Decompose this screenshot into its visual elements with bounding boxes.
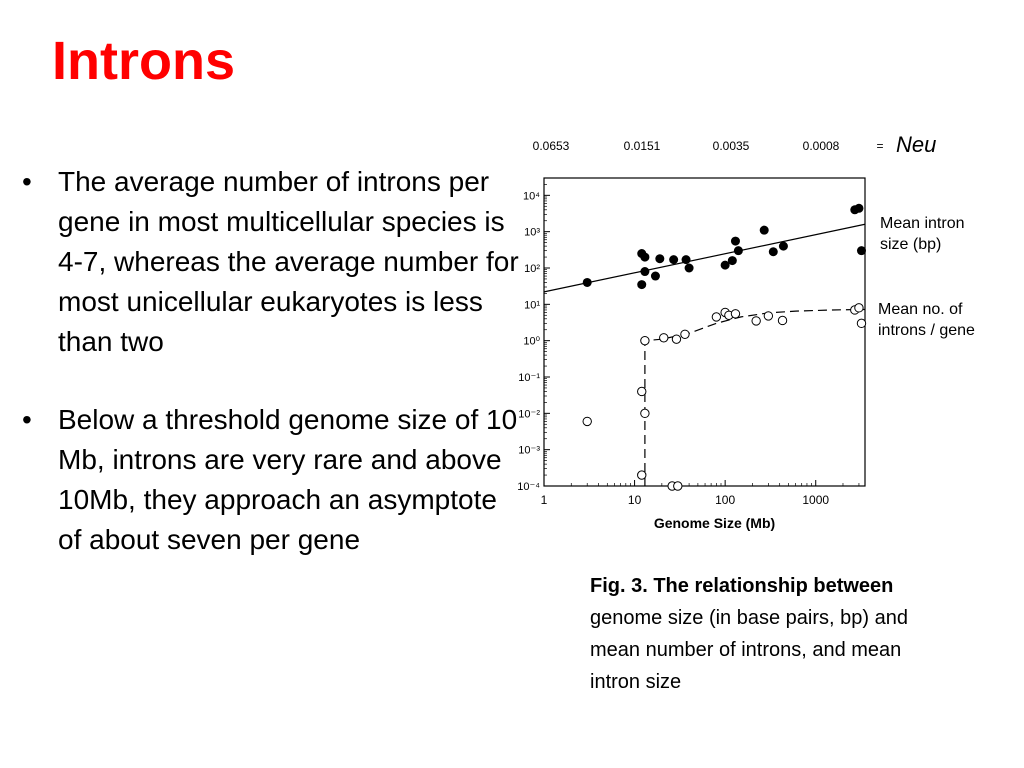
intron-count-point	[857, 319, 865, 327]
intron-size-point	[734, 246, 743, 255]
x-tick-label: 10	[627, 493, 642, 507]
top-axis-tick-label: 0.0653	[532, 139, 570, 153]
legend-label-intron-count: introns / gene	[878, 322, 975, 339]
intron-size-point	[854, 204, 863, 213]
intron-size-point	[857, 246, 866, 255]
intron-count-point	[731, 310, 739, 318]
slide-title: Introns	[52, 31, 235, 91]
top-axis-tick-label: 0.0035	[712, 139, 750, 153]
intron-count-point	[638, 471, 646, 479]
caption-text: genome size (in base pairs, bp) and mean number of introns, and mean intron size	[590, 607, 908, 693]
legend-label-intron-count: Mean no. of	[878, 301, 963, 318]
top-axis	[533, 132, 937, 157]
intron-size-fit-line	[544, 224, 865, 292]
intron-count-point	[712, 313, 720, 321]
intron-count-point	[583, 417, 591, 425]
intron-size-point	[640, 253, 649, 262]
intron-size-point	[655, 254, 664, 263]
intron-count-point	[674, 482, 682, 490]
intron-count-point	[641, 409, 649, 417]
y-tick-label: 10²	[524, 263, 540, 276]
intron-size-point	[669, 255, 678, 264]
legend-label-intron-size: Mean intron	[880, 215, 965, 232]
bullet-dot-icon: •	[22, 166, 32, 197]
intron-count-point	[855, 304, 863, 312]
legend	[878, 215, 975, 339]
intron-size-point	[760, 226, 769, 235]
top-axis-tick-label: 0.0151	[623, 139, 661, 153]
intron-count-point	[641, 336, 649, 344]
intron-size-point	[682, 255, 691, 264]
intron-count-point	[778, 316, 786, 324]
y-tick-label: 10⁰	[523, 335, 540, 348]
bullet-item-introns-per-gene	[22, 162, 522, 362]
intron-count-point	[660, 334, 668, 342]
intron-count-point	[752, 317, 760, 325]
top-axis-tick-label: 0.0008	[802, 139, 840, 153]
y-tick-label: 10³	[524, 226, 540, 239]
y-tick-label: 10⁴	[523, 190, 540, 203]
intron-count-point	[764, 312, 772, 320]
bullet-list	[22, 162, 522, 598]
bullet-dot-icon: •	[22, 404, 32, 435]
x-tick-label: 1000	[802, 493, 830, 507]
intron-count-point	[638, 387, 646, 395]
intron-size-point	[728, 256, 737, 265]
intron-size-point	[685, 264, 694, 273]
x-axis-label: Genome Size (Mb)	[653, 515, 776, 531]
caption-bold: Fig. 3. The relationship between	[590, 575, 894, 597]
y-tick-label: 10⁻²	[518, 408, 540, 421]
intron-size-point	[637, 280, 646, 289]
intron-size-point	[769, 247, 778, 256]
y-tick-label: 10⁻¹	[518, 372, 540, 385]
x-tick-label: 1	[540, 493, 548, 507]
plot-frame	[544, 178, 865, 486]
intron-size-point	[651, 272, 660, 281]
top-axis-equals-label: =	[876, 139, 884, 153]
intron-count-point	[681, 330, 689, 338]
bullet-text: Below a threshold genome size of 10 Mb, introns are very rare and above 10Mb, they approach an asymptote of about seven per gene	[58, 404, 518, 555]
x-tick-label: 100	[715, 493, 736, 507]
y-tick-label: 10⁻⁴	[517, 481, 540, 493]
fit-lines	[544, 224, 865, 486]
intron-size-point	[583, 278, 592, 287]
y-tick-label: 10⁻³	[518, 444, 540, 457]
intron-size-point	[779, 242, 788, 251]
intron-count-point	[672, 335, 680, 343]
y-tick-label: 10¹	[524, 299, 540, 312]
scatter-chart	[500, 118, 1020, 548]
data-points	[583, 204, 866, 490]
y-axis	[517, 178, 550, 493]
legend-label-intron-size: size (bp)	[880, 236, 942, 253]
figure-caption	[590, 570, 950, 698]
intron-size-point	[640, 267, 649, 276]
intron-size-point	[731, 237, 740, 246]
bullet-text: The average number of introns per gene in most multicellular species is 4-7, whereas the average number for most unicellular eukaryotes is less than two	[58, 166, 519, 357]
bullet-item-threshold	[22, 400, 522, 560]
x-axis	[541, 480, 859, 507]
top-axis-label: Neu	[896, 132, 937, 157]
